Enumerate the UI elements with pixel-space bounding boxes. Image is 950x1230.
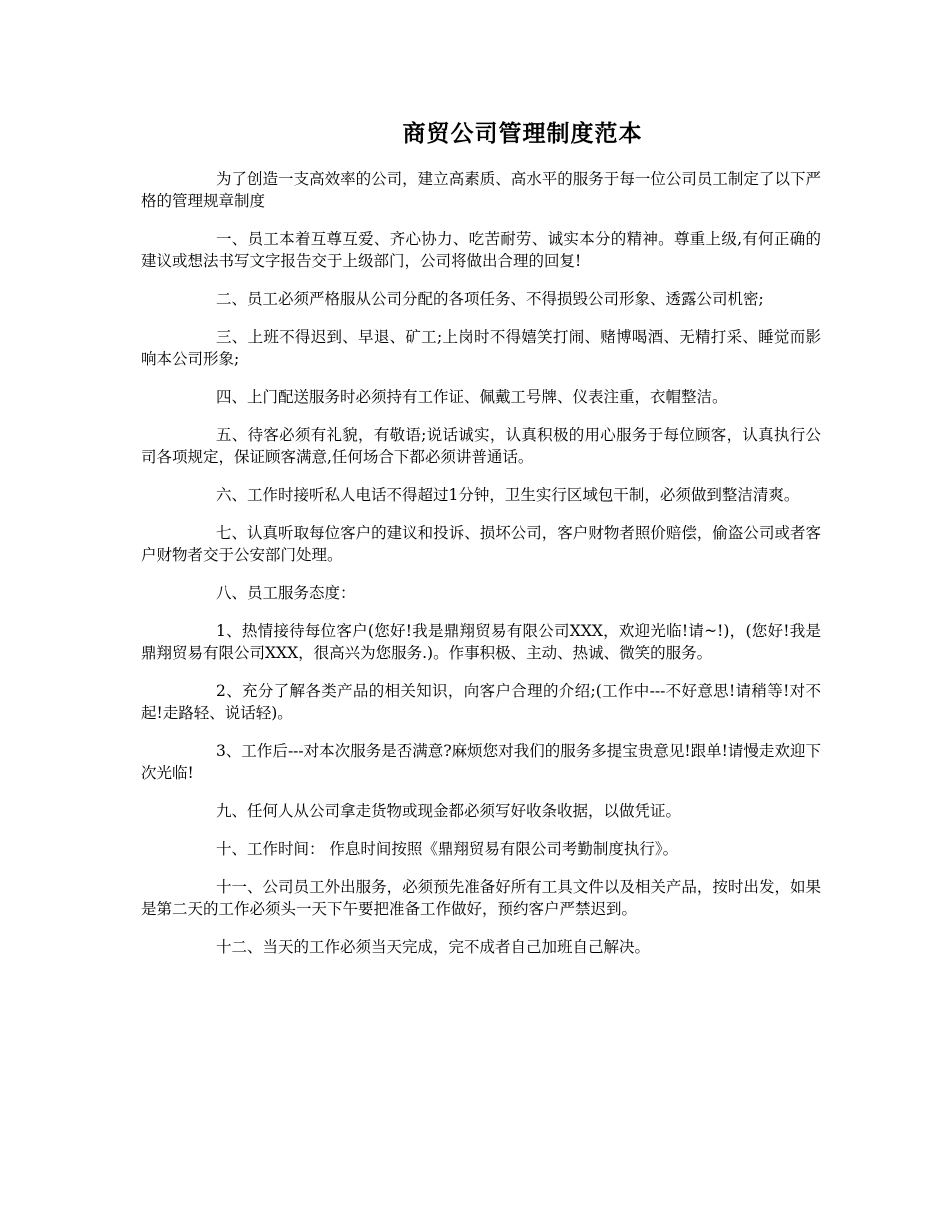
document-title: 商贸公司管理制度范本 xyxy=(402,120,643,147)
paragraph-rule-1: 一、员工本着互尊互爱、齐心协力、吃苦耐劳、诚实本分的精神。尊重上级,有何正确的建议或想法书写文字报告交于上级部门，公司将做出合理的回复! xyxy=(141,230,821,270)
paragraph-rule-9: 九、任何人从公司拿走货物或现金都必须写好收条收据，以做凭证。 xyxy=(216,802,682,820)
paragraph-rule-7: 七、认真听取每位客户的建议和投诉、损坏公司，客户财物者照价赔偿，偷盗公司或者客户财物者交于公安部门处理。 xyxy=(141,524,821,564)
document-body xyxy=(141,168,821,974)
paragraph-rule-8-item-2: 2、充分了解各类产品的相关知识，向客户合理的介绍;(工作中---不好意思!请稍等!对不起!走路轻、说话轻)。 xyxy=(141,682,821,722)
paragraph-rule-3: 三、上班不得迟到、早退、矿工;上岗时不得嬉笑打闹、赌博喝酒、无精打采、睡觉而影响本公司形象; xyxy=(141,328,821,368)
paragraph-rule-12: 十二、当天的工作必须当天完成，完不成者自己加班自己解决。 xyxy=(216,938,651,956)
paragraph-rule-4: 四、上门配送服务时必须持有工作证、佩戴工号牌、仪表注重，衣帽整洁。 xyxy=(216,388,728,406)
paragraph-rule-8-item-3: 3、工作后---对本次服务是否满意?麻烦您对我们的服务多提宝贵意见!跟单!请慢走欢迎下次光临! xyxy=(141,742,821,782)
paragraph-rule-6: 六、工作时接听私人电话不得超过1分钟，卫生实行区域包干制，必须做到整洁清爽。 xyxy=(216,486,800,504)
paragraph-rule-8-item-1: 1、热情接待每位客户(您好!我是鼎翔贸易有限公司XXX，欢迎光临!请~!)，(您好!我是鼎翔贸易有限公司XXX，很高兴为您服务.)。作事积极、主动、热诚、微笑的服务。 xyxy=(141,622,821,662)
paragraph-intro: 为了创造一支高效率的公司，建立高素质、高水平的服务于每一位公司员工制定了以下严格的管理规章制度 xyxy=(141,170,821,210)
paragraph-rule-11: 十一、公司员工外出服务，必须预先准备好所有工具文件以及相关产品，按时出发，如果是第二天的工作必须头一天下午要把准备工作做好，预约客户严禁迟到。 xyxy=(141,878,821,918)
paragraph-rule-5: 五、待客必须有礼貌，有敬语;说话诚实，认真积极的用心服务于每位顾客，认真执行公司各项规定，保证顾客满意,任何场合下都必须讲普通话。 xyxy=(141,426,821,466)
paragraph-rule-8: 八、员工服务态度： xyxy=(216,584,356,602)
paragraph-rule-10: 十、工作时间： 作息时间按照《鼎翔贸易有限公司考勤制度执行》。 xyxy=(216,840,679,858)
paragraph-rule-2: 二、员工必须严格服从公司分配的各项任务、不得损毁公司形象、透露公司机密; xyxy=(216,290,764,308)
